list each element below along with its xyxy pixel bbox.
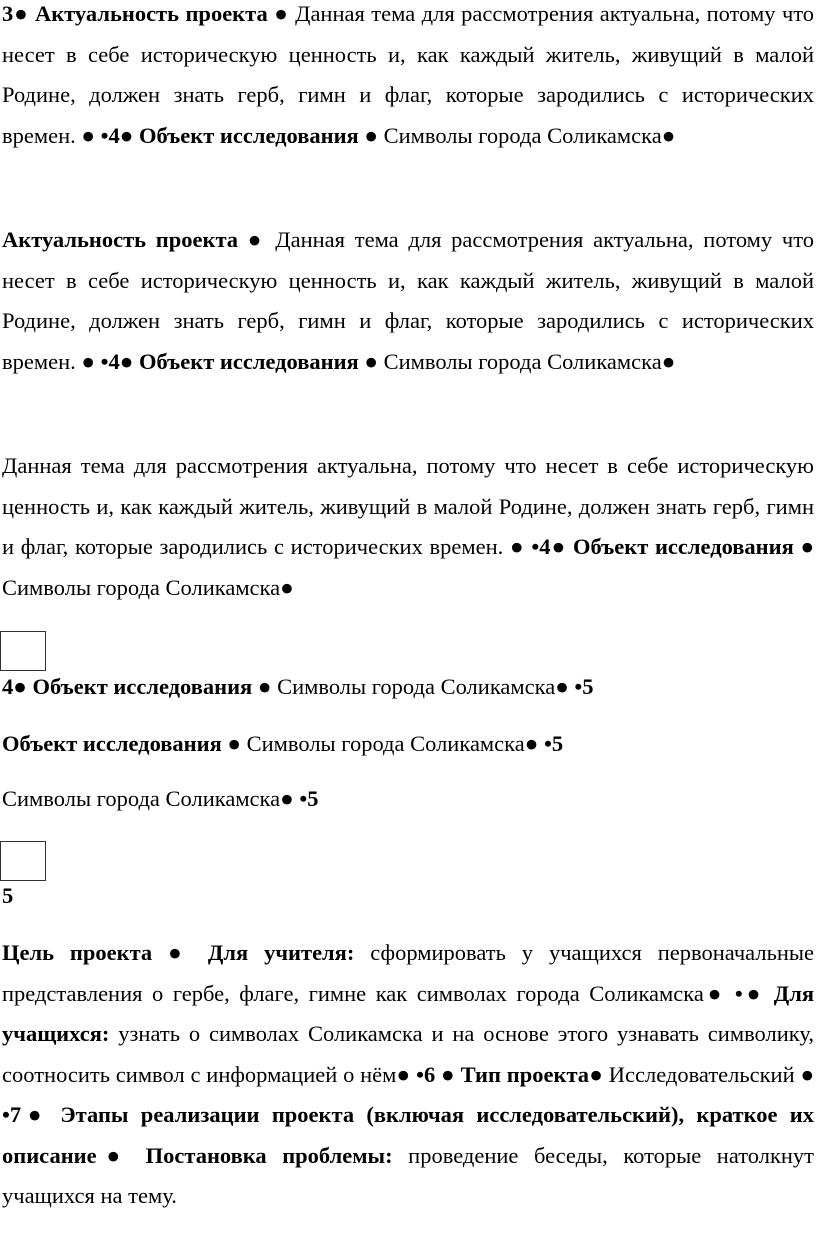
problem-text: проведение беседы, которые натолкнут учащихся на тему. bbox=[2, 1142, 815, 1208]
line-object-4 bbox=[2, 672, 814, 702]
slide-number: •7 bbox=[2, 1102, 22, 1127]
goal-students-text: узнать о символах Соликамска и на основе этого узнавать символику, соотносить символ с информацией о нём bbox=[2, 1021, 814, 1087]
bullet-icon: ● bbox=[509, 534, 525, 559]
slide-number: •4 bbox=[531, 534, 551, 559]
slide-number: •4 bbox=[100, 122, 120, 148]
bullet-icon: ● bbox=[247, 227, 266, 252]
heading-for-students: Для учащихся: bbox=[2, 980, 815, 1046]
bullet-icon: ● bbox=[524, 731, 539, 756]
bullet-icon: ● bbox=[274, 1, 289, 26]
heading-relevance: Актуальность проекта bbox=[2, 227, 239, 252]
bullet-marker: • bbox=[734, 980, 743, 1006]
bullet-icon: ● bbox=[703, 980, 726, 1006]
slide-number: •5 bbox=[574, 674, 594, 699]
heading-problem: Постановка проблемы: bbox=[145, 1142, 393, 1168]
bullet-icon: ● bbox=[800, 1061, 815, 1087]
bullet-icon: ● bbox=[119, 348, 134, 374]
paragraph-relevance-3 bbox=[2, 446, 814, 608]
object-text: Символы города Соликамска bbox=[2, 574, 281, 600]
object-text: Символы города Соликамска bbox=[246, 731, 525, 756]
bullet-icon: ● bbox=[81, 122, 95, 148]
bullet-icon: ● bbox=[589, 1061, 603, 1087]
bullet-icon: ● bbox=[364, 348, 378, 374]
bullet-icon: ● bbox=[168, 940, 192, 965]
relevance-text: Данная тема для рассмотрения актуальна, потому что несет в себе историческую ценность и, как каждый житель, живущий в малой Родине, должен знать герб, гимн и флаг, которые зародились с исторических времен. bbox=[2, 453, 814, 559]
bullet-icon: ● bbox=[661, 122, 676, 148]
slide-number: •6 bbox=[416, 1061, 436, 1087]
bullet-icon: ● bbox=[280, 786, 294, 811]
bullet-icon: ● bbox=[119, 122, 134, 148]
bullet-icon: ● bbox=[555, 674, 569, 699]
bullet-icon: ● bbox=[441, 1061, 455, 1087]
bullet-icon: ● bbox=[227, 731, 241, 756]
heading-for-teacher: Для учителя: bbox=[207, 940, 355, 965]
slide-number: •5 bbox=[543, 731, 564, 756]
slide-number: 5 bbox=[2, 883, 14, 908]
bullet-icon: ● bbox=[800, 534, 815, 559]
bullet-icon: ● bbox=[396, 1061, 411, 1087]
goal-teacher-text: сформировать у учащихся первоначальные представления о гербе, флаге, гимне как символах города Соликамска bbox=[2, 940, 815, 1006]
bullet-icon: ● bbox=[364, 122, 378, 148]
bullet-icon: ● bbox=[550, 534, 567, 559]
object-text: Символы города Соликамска bbox=[2, 786, 281, 811]
heading-object: Объект исследования bbox=[138, 348, 359, 374]
bullet-icon: ● bbox=[13, 674, 27, 699]
bullet-icon: ● bbox=[280, 574, 294, 600]
slide-number: 4 bbox=[2, 674, 14, 699]
heading-object: Объект исследования bbox=[32, 674, 253, 699]
slide-number: •4 bbox=[100, 348, 120, 374]
heading-object: Объект исследования bbox=[138, 122, 359, 148]
slide-number: •5 bbox=[299, 786, 319, 811]
object-text: Символы города Соликамска bbox=[383, 348, 662, 374]
paragraph-goal bbox=[2, 933, 814, 1217]
image-placeholder bbox=[0, 631, 46, 671]
paragraph-relevance-2 bbox=[2, 220, 814, 382]
line-number-5 bbox=[2, 881, 814, 911]
heading-stages: Этапы реализации проекта (включая исследовательский), краткое их описание bbox=[2, 1102, 815, 1168]
bullet-icon: ● bbox=[257, 674, 272, 699]
project-type-text: Исследовательский bbox=[608, 1061, 795, 1087]
object-text: Символы города Соликамска bbox=[383, 122, 662, 148]
heading-project-type: Тип проекта bbox=[460, 1061, 590, 1087]
bullet-icon: ● bbox=[96, 1142, 131, 1168]
relevance-text: Данная тема для рассмотрения актуальна, потому что несет в себе историческую ценность и, как каждый житель, живущий в малой Родине, должен знать герб, гимн и флаг, которые зародились с исторических времен. bbox=[2, 227, 814, 374]
bullet-icon: ● bbox=[13, 1, 29, 26]
paragraph-relevance-1 bbox=[2, 0, 814, 156]
bullet-icon: ● bbox=[21, 1102, 49, 1127]
image-placeholder bbox=[0, 841, 46, 881]
line-object-6 bbox=[2, 784, 814, 814]
bullet-icon: ● bbox=[81, 348, 95, 374]
slide-number: 3 bbox=[2, 1, 14, 26]
bullet-icon: ● bbox=[661, 348, 676, 374]
line-object-5 bbox=[2, 729, 814, 759]
heading-goal: Цель проекта bbox=[2, 940, 153, 965]
object-text: Символы города Соликамска bbox=[277, 674, 556, 699]
heading-object: Объект исследования bbox=[2, 731, 222, 756]
bullet-icon: ● bbox=[742, 980, 765, 1006]
heading-object: Объект исследования bbox=[572, 534, 794, 559]
heading-relevance: Актуальность проекта bbox=[34, 1, 268, 26]
relevance-text: Данная тема для рассмотрения актуальна, потому что несет в себе историческую ценность и, как каждый житель, живущий в малой Родине, должен знать герб, гимн и флаг, которые зародились с исторических времен. bbox=[2, 1, 815, 148]
